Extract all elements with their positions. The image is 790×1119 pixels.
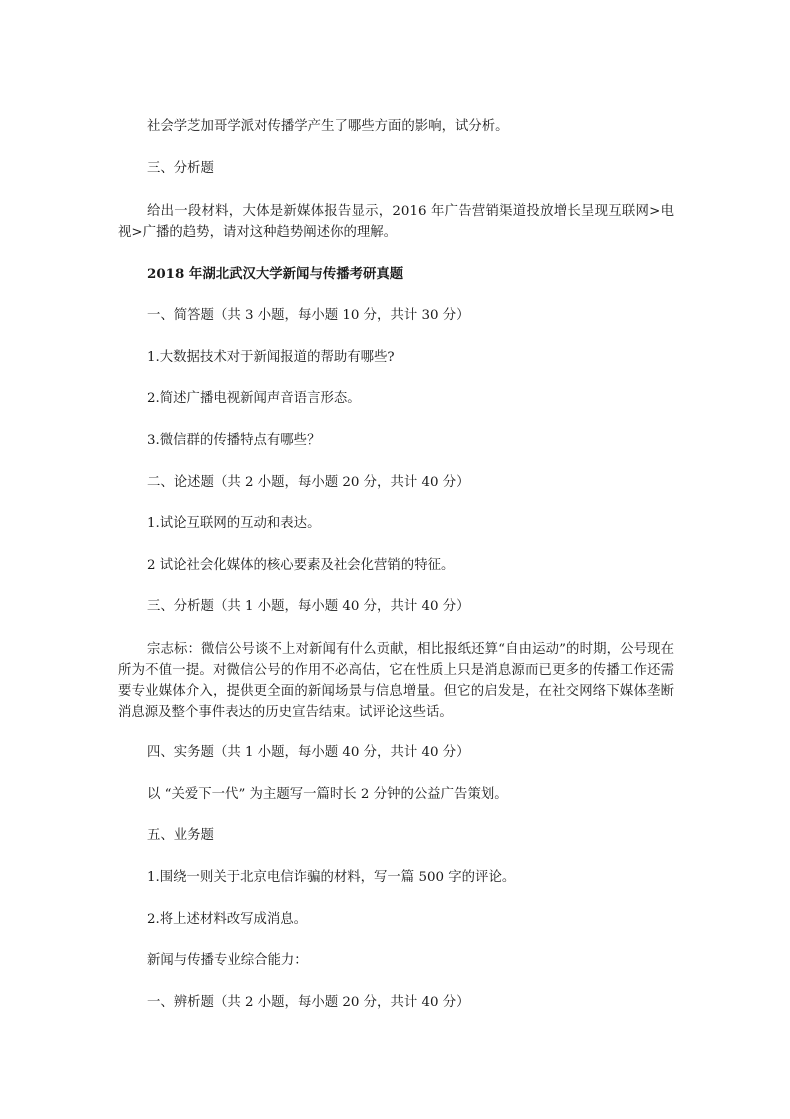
question-broadcast-language: 2.简述广播电视新闻声音语言形态。 bbox=[147, 391, 361, 406]
question-chicago-school: 社会学芝加哥学派对传播学产生了哪些方面的影响，试分析。 bbox=[147, 119, 509, 134]
section-heading-business: 五、业务题 bbox=[147, 828, 214, 843]
section-heading-short-answer: 一、简答题（共 3 小题，每小题 10 分，共计 30 分） bbox=[147, 308, 470, 323]
question-big-data: 1.大数据技术对于新闻报道的帮助有哪些? bbox=[147, 350, 395, 365]
question-wechat-group: 3.微信群的传播特点有哪些？ bbox=[147, 433, 321, 448]
section-heading-discrimination: 一、辨析题（共 2 小题，每小题 20 分，共计 40 分） bbox=[147, 995, 470, 1010]
question-social-media: 2 试论社会化媒体的核心要素及社会化营销的特征。 bbox=[147, 558, 455, 573]
section-heading-analysis-2: 三、分析题（共 1 小题，每小题 40 分，共计 40 分） bbox=[147, 599, 470, 614]
question-wechat-official-account: 宗志标：微信公号谈不上对新闻有什么贡献，相比报纸还算“自由运动”的时期，公号现在所为不值一提。对微信公号的作用不必高估，它在性质上只是消息源而已更多的传播工作还需要专业媒体介入，提供更全面的新闻场景与信息增量。但它的启发是，在社交网络下媒体垄断消息源及整个事件表达的历史宣告结束。试评论这些话。 bbox=[118, 642, 674, 720]
question-new-media-trend: 给出一段材料，大体是新媒体报告显示，2016 年广告营销渠道投放增长呈现互联网>电视>广播的趋势，请对这种趋势阐述你的理解。 bbox=[118, 204, 674, 240]
section-heading-analysis: 三、分析题 bbox=[147, 161, 214, 176]
section-heading-practice: 四、实务题（共 1 小题，每小题 40 分，共计 40 分） bbox=[147, 745, 470, 760]
question-internet-interaction: 1.试论互联网的互动和表达。 bbox=[147, 516, 321, 531]
question-rewrite-news: 2.将上述材料改写成消息。 bbox=[147, 912, 308, 927]
question-telecom-fraud-review: 1.围绕一则关于北京电信诈骗的材料，写一篇 500 字的评论。 bbox=[147, 870, 516, 885]
exam-title-2018: 2018 年湖北武汉大学新闻与传播考研真题 bbox=[147, 266, 404, 282]
question-public-ad: 以 “关爱下一代” 为主题写一篇时长 2 分钟的公益广告策划。 bbox=[147, 787, 508, 802]
subject-heading-comprehensive: 新闻与传播专业综合能力： bbox=[147, 953, 308, 968]
section-heading-essay: 二、论述题（共 2 小题，每小题 20 分，共计 40 分） bbox=[147, 475, 470, 490]
